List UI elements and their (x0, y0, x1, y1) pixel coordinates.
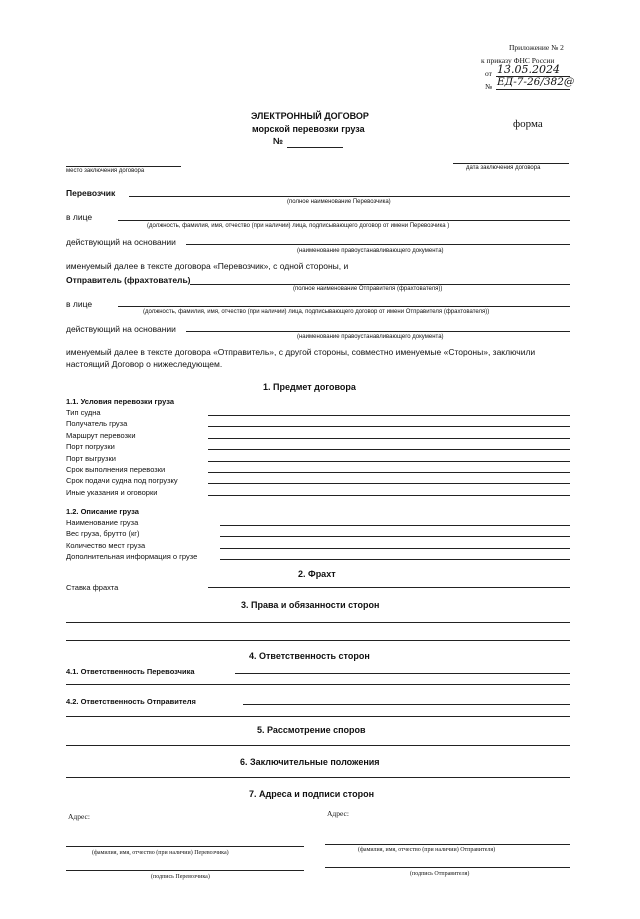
shipper-basis-line (186, 331, 570, 332)
appendix-num-line (496, 89, 570, 90)
date-line (453, 163, 569, 164)
section6-title: 6. Заключительные положения (240, 757, 380, 767)
fill-line (208, 438, 570, 439)
appendix-date-prefix: от (485, 69, 492, 78)
sign-right-caption: (подпись Отправителя) (410, 871, 470, 877)
condition-label: Иные указания и оговорки (66, 487, 158, 497)
sign-right-line (325, 867, 570, 868)
shipper-liability-label: 4.2. Ответственность Отправителя (66, 697, 196, 706)
shipper-name-caption: (полное наименование Отправителя (фрахтователя)) (293, 286, 443, 292)
carrier-name-line (129, 196, 570, 197)
carrier-basis-label: действующий на основании (66, 237, 176, 247)
sign-left-caption: (подпись Перевозчика) (151, 874, 210, 880)
date-caption: дата заключения договора (466, 165, 541, 171)
condition-label: Тип судна (66, 408, 101, 417)
cargo-label: Дополнительная информация о грузе (66, 552, 198, 562)
shipper-label: Отправитель (фрахтователь) (66, 275, 191, 285)
carrier-liability-line-1 (235, 673, 570, 674)
name-right-caption: (фамилия, имя, отчество (при наличии) Отправителя) (358, 847, 496, 853)
condition-label: Срок подачи судна под погрузку (66, 476, 178, 486)
fill-line (208, 483, 570, 484)
fill-line (208, 415, 570, 416)
appendix-title: Приложение № 2 (509, 43, 564, 52)
shipper-hereinafter-2: настоящий Договор о нижеследующем. (66, 359, 223, 369)
section3-line-2 (66, 640, 570, 641)
fill-line (220, 559, 570, 560)
carrier-person-caption: (должность, фамилия, имя, отчество (при наличии) лица, подписывающего договор от имени Перевозчика ) (147, 223, 450, 229)
condition-label: Получатель груза (66, 419, 128, 429)
doc-subtitle: морской перевозки груза (252, 124, 365, 134)
carrier-person-label: в лице (66, 212, 93, 222)
fill-line (220, 548, 570, 549)
fill-line (208, 495, 570, 496)
freight-rate-label: Ставка фрахта (66, 583, 119, 592)
section7-title: 7. Адреса и подписи сторон (249, 789, 375, 799)
name-right-line (325, 844, 570, 845)
carrier-person-line (118, 220, 570, 221)
section1-sub2-title: 1.2. Описание груза (66, 507, 139, 516)
condition-label: Порт выгрузки (66, 453, 116, 463)
shipper-person-caption: (должность, фамилия, имя, отчество (при наличии) лица, подписывающего договор от имени Отправителя (фрахтователя)) (143, 309, 490, 315)
condition-label: Маршрут перевозки (66, 430, 136, 440)
fill-line (208, 426, 570, 427)
condition-label: Порт погрузки (66, 442, 115, 452)
section1-sub1-title: 1.1. Условия перевозки груза (66, 397, 174, 406)
carrier-liability-label: 4.1. Ответственность Перевозчика (66, 667, 195, 676)
address-right-label: Адрес: (327, 809, 349, 818)
appendix-num-prefix: № (485, 82, 493, 91)
shipper-person-line (118, 306, 570, 307)
carrier-label: Перевозчик (66, 188, 116, 198)
carrier-basis-line (186, 244, 570, 245)
shipper-hereinafter-1: именуемый далее в тексте договора «Отправитель», с другой стороны, совместно именуемые «Стороны», заключили (66, 347, 536, 357)
form-label: форма (513, 118, 543, 130)
place-line (66, 166, 181, 167)
section2-title: 2. Фрахт (298, 569, 336, 579)
section3-title: 3. Права и обязанности сторон (241, 600, 380, 610)
cargo-label: Наименование груза (66, 518, 139, 527)
section5-title: 5. Рассмотрение споров (257, 725, 366, 735)
fill-line (220, 536, 570, 537)
shipper-name-line (190, 284, 570, 285)
carrier-hereinafter: именуемый далее в тексте договора «Перевозчик», с одной стороны, и (66, 261, 349, 271)
cargo-label: Вес груза, брутто (кг) (66, 529, 140, 539)
shipper-person-label: в лице (66, 299, 93, 309)
place-caption: место заключения договора (66, 168, 145, 174)
section1-title: 1. Предмет договора (263, 382, 356, 392)
section6-line (66, 777, 570, 778)
fill-line (208, 461, 570, 462)
carrier-basis-caption: (наименование правоустанавливающего документа) (297, 248, 444, 254)
doc-number-line (287, 147, 343, 148)
sign-left-line (66, 870, 304, 871)
name-left-line (66, 846, 304, 847)
shipper-basis-caption: (наименование правоустанавливающего документа) (297, 334, 444, 340)
appendix-date-handwritten: 13.05.2024 (497, 63, 560, 76)
fill-line (208, 449, 570, 450)
freight-rate-line (208, 587, 570, 588)
name-left-caption: (фамилия, имя, отчество (при наличии) Перевозчика) (92, 850, 229, 856)
shipper-basis-label: действующий на основании (66, 324, 176, 334)
section3-line-1 (66, 622, 570, 623)
address-left-label: Адрес: (68, 812, 90, 821)
shipper-liability-line-1 (243, 704, 570, 705)
appendix-order: к приказу ФНС России (481, 56, 555, 65)
appendix-number-handwritten: ЕД-7-26/382@ (497, 76, 575, 88)
fill-line (208, 472, 570, 473)
doc-number-label: № (273, 136, 284, 146)
condition-label: Срок выполнения перевозки (66, 465, 166, 474)
fill-line (220, 525, 570, 526)
shipper-liability-line-2 (66, 716, 570, 717)
cargo-label: Количество мест груза (66, 540, 146, 550)
doc-title: ЭЛЕКТРОННЫЙ ДОГОВОР (251, 111, 369, 121)
carrier-name-caption: (полное наименование Перевозчика) (287, 199, 391, 205)
section4-title: 4. Ответственность сторон (249, 651, 370, 661)
carrier-liability-line-2 (66, 684, 570, 685)
section5-line (66, 745, 570, 746)
